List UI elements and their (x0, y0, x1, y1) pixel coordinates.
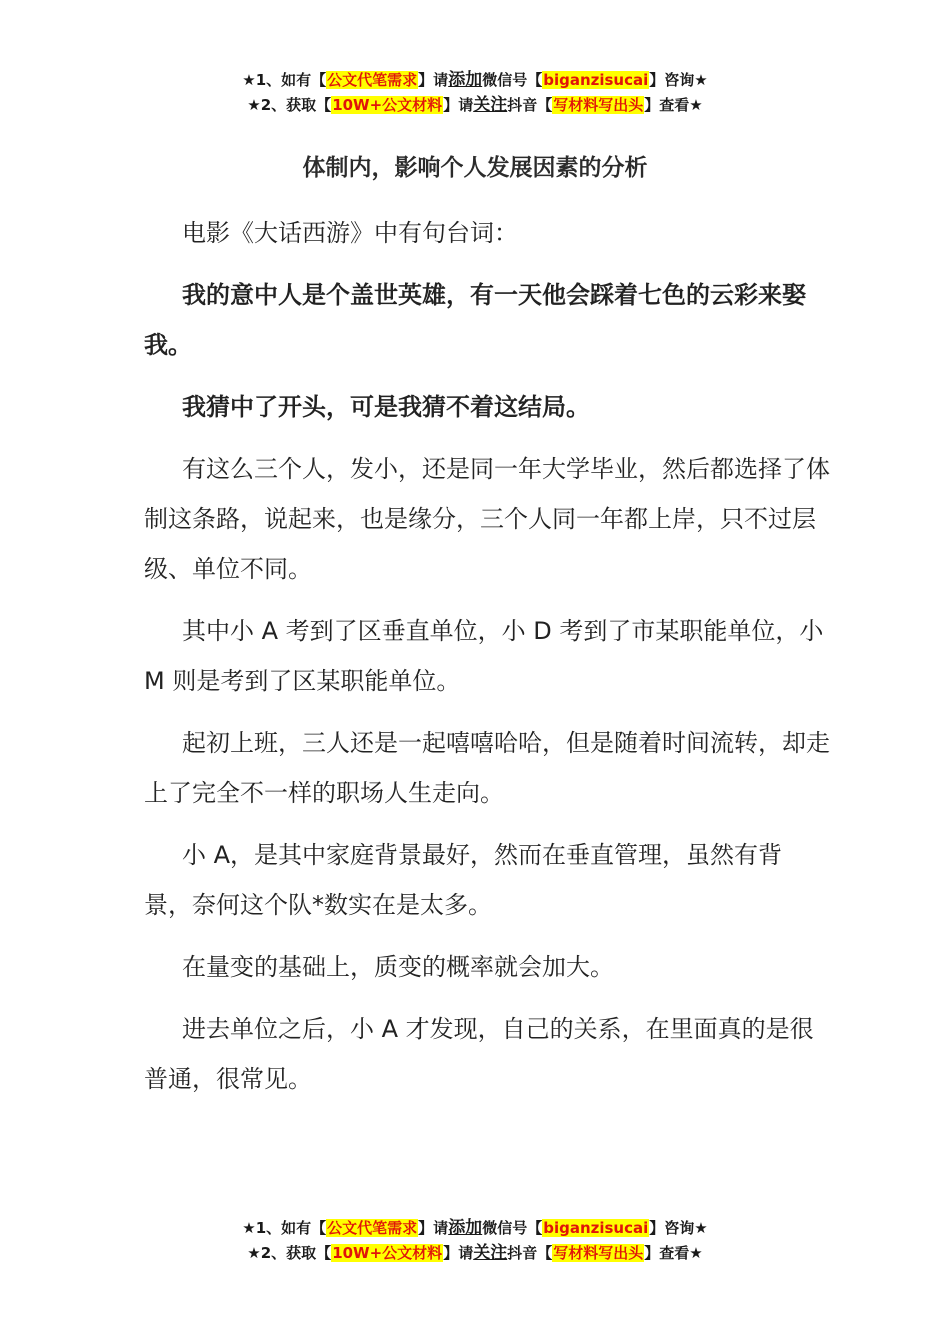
paragraph-bold: 我的意中人是个盖世英雄，有一天他会踩着七色的云彩来娶我。 (144, 281, 806, 359)
paragraph: 有这么三个人，发小，还是同一年大学毕业，然后都选择了体制这条路，说起来，也是缘分，三个人同一年都上岸，只不过层级、单位不同。 (144, 455, 830, 583)
banner-line-2: ★2、获取【10W+公文材料】请关注抖音【写材料写出头】查看★ (247, 95, 703, 115)
banner-line-1: ★1、如有【公文代笔需求】请添加微信号【biganzisucai】咨询★ (242, 70, 708, 90)
banner-highlight: 10W+公文材料 (332, 96, 443, 114)
banner-underline: 关注 (473, 1243, 508, 1263)
banner-highlight: 公文代笔需求 (327, 1219, 418, 1237)
banner-underline: 添加 (448, 70, 483, 90)
paragraph: 小 A，是其中家庭背景最好，然而在垂直管理，虽然有背景，奈何这个队*数实在是太多。 (144, 841, 783, 919)
banner-highlight: biganzisucai (543, 71, 649, 89)
paragraph: 起初上班，三人还是一起嘻嘻哈哈，但是随着时间流转，却走上了完全不一样的职场人生走向。 (144, 729, 830, 807)
banner-highlight: 写材料写出头 (553, 1244, 644, 1262)
paragraph: 电影《大话西游》中有句台词： (182, 219, 518, 247)
banner-highlight: 10W+公文材料 (332, 1244, 443, 1262)
banner-highlight: 公文代笔需求 (327, 71, 418, 89)
paragraph: 其中小 A 考到了区垂直单位，小 D 考到了市某职能单位，小 M 则是考到了区某职能单位。 (144, 617, 824, 695)
banner-line-2: ★2、获取【10W+公文材料】请关注抖音【写材料写出头】查看★ (247, 1243, 703, 1263)
paragraph-bold: 我猜中了开头，可是我猜不着这结局。 (182, 393, 590, 421)
banner-highlight: 写材料写出头 (553, 96, 644, 114)
document-title: 体制内，影响个人发展因素的分析 (302, 155, 648, 181)
paragraph: 进去单位之后，小 A 才发现，自己的关系，在里面真的是很普通，很常见。 (144, 1015, 814, 1093)
banner-underline: 添加 (448, 1218, 483, 1238)
paragraph: 在量变的基础上，质变的概率就会加大。 (182, 953, 614, 981)
banner-line-1: ★1、如有【公文代笔需求】请添加微信号【biganzisucai】咨询★ (242, 1218, 708, 1238)
banner-highlight: biganzisucai (543, 1219, 649, 1237)
header-banner (0, 68, 950, 118)
document-body (144, 208, 830, 1116)
footer-banner (0, 1216, 950, 1266)
banner-underline: 关注 (473, 95, 508, 115)
